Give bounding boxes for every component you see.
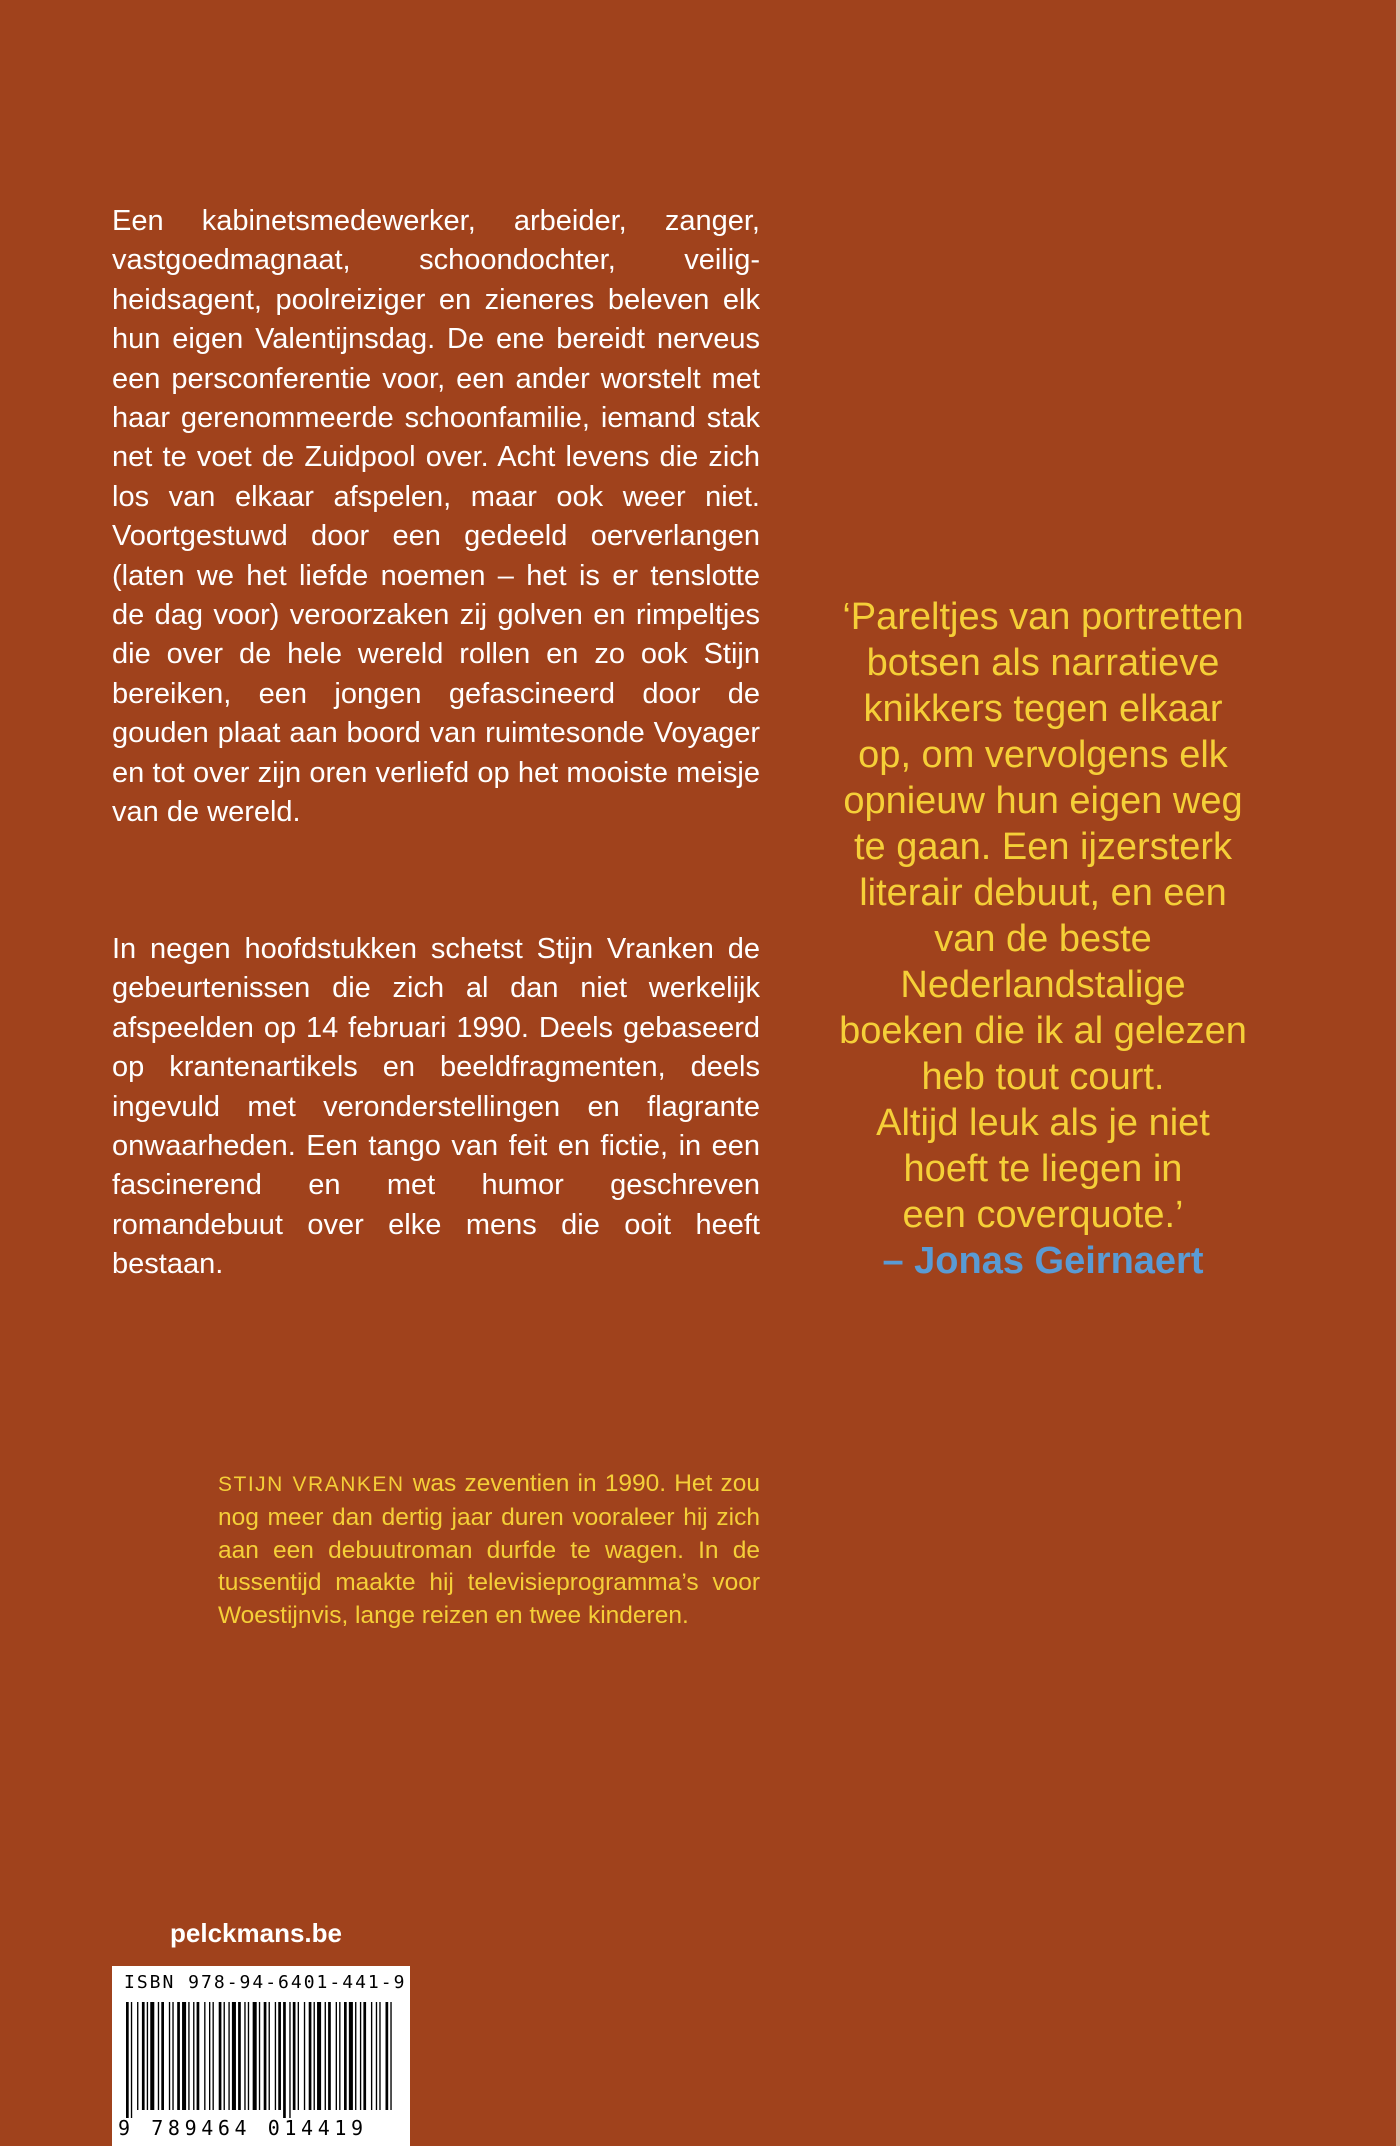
barcode-bar	[126, 2002, 129, 2118]
barcode-bar	[209, 2002, 210, 2110]
publisher-website: pelckmans.be	[170, 1918, 342, 1948]
barcode-bar	[182, 2002, 186, 2110]
barcode-bar	[248, 2002, 249, 2110]
quote-line: opnieuw hun eigen weg	[843, 780, 1243, 822]
author-bio	[218, 1468, 760, 1633]
isbn-barcode-box	[112, 1966, 410, 2146]
quote-line: hoeft te liegen in	[903, 1148, 1183, 1190]
barcode-icon	[126, 2002, 396, 2118]
barcode-bar	[177, 2002, 180, 2110]
barcode-bar	[253, 2002, 257, 2110]
barcode-bar	[259, 2002, 260, 2110]
blurb-paragraph-2: In negen hoofdstukken schetst Stijn Vranken de gebeurtenissen die zich al dan niet werkelijk afspeelden op 14 februari 1990. Deels gebaseerd op krantenartikels en beeldfragmenten, deels ingevuld met veronderstellingen en flagrante onwaarheden. Een tango van feit en fictie, in een fascinerend en met humor geschreven romandebuut over elke mens die ooit heeft bestaan.	[112, 933, 760, 1281]
author-bio-text: was zeventien in 1990. Het zou nog meer dan dertig jaar duren vooraleer hij zich aan een debuutroman durfde te wagen. In de tussentijd maakte hij televisieprogramma’s voor Woestijnvis, lange reizen en twee kinderen.	[218, 1470, 761, 1630]
author-name: STIJN VRANKEN	[218, 1473, 405, 1496]
barcode-bar	[283, 2002, 286, 2118]
isbn-label: ISBN 978-94-6401-441-9	[124, 1972, 407, 1993]
barcode-bar	[376, 2002, 377, 2110]
barcode-bar	[197, 2002, 200, 2110]
barcode-bar	[142, 2002, 145, 2110]
barcode-bar	[172, 2002, 173, 2110]
barcode-bar	[379, 2002, 380, 2110]
barcode-bar	[349, 2002, 353, 2110]
quote-line: ‘Pareltjes van portretten	[842, 596, 1244, 638]
barcode-bar	[131, 2002, 132, 2118]
barcode-bar	[137, 2002, 138, 2110]
barcode-bar	[188, 2002, 189, 2110]
barcode-bar	[309, 2002, 312, 2110]
quote-line: op, om vervolgens elk	[858, 734, 1228, 776]
barcode-bar	[289, 2002, 290, 2118]
blurb-paragraph-1: Een kabinetsmedewerker, arbeider, zanger, vastgoedmagnaat, schoondochter, veiligheidsagent, poolreiziger en zieneres beleven elk hun eigen Valentijnsdag. De ene bereidt nerveus een persconferentie voor, een ander worstelt met haar gerenommeerde schoonfamilie, iemand stak net te voet de Zuidpool over. Acht levens die zich los van elkaar afspelen, maar ook weer niet. Voortgestuwd door een gedeeld oerverlangen (laten we het liefde noemen – het is er tenslotte de dag voor) veroorzaken zij golven en rimpeltjes die over de hele wereld rollen en zo ook Stijn bereiken, een jongen gefascineerd door de gouden plaat aan boord van ruimtesonde Voyager en tot over zijn oren verliefd op het mooiste meisje van de wereld.	[112, 205, 760, 829]
barcode-bar	[298, 2002, 299, 2110]
quote-line: van de beste	[934, 918, 1152, 960]
quote-attribution: – Jonas Geirnaert	[882, 1240, 1204, 1282]
barcode-bar	[264, 2002, 267, 2110]
quote-line: knikkers tegen elkaar	[863, 688, 1223, 730]
barcode-bar	[293, 2002, 296, 2110]
barcode-bar	[161, 2002, 164, 2110]
barcode-bar	[386, 2002, 389, 2110]
barcode-digits: 9 789464 014419	[118, 2116, 368, 2140]
quote-line: een coverquote.’	[902, 1194, 1184, 1236]
barcode-bar	[158, 2002, 159, 2110]
quote-line: boeken die ik al gelezen	[839, 1010, 1247, 1052]
barcode-bar	[328, 2002, 331, 2110]
barcode-bar	[238, 2002, 241, 2110]
barcode-bar	[363, 2002, 366, 2110]
quote-line: te gaan. Een ijzersterk	[853, 826, 1233, 868]
review-quote	[808, 594, 1278, 1284]
barcode-bar	[339, 2002, 340, 2110]
cover-edge	[1396, 0, 1400, 2146]
barcode-bar	[390, 2002, 391, 2110]
barcode-bar	[244, 2002, 245, 2110]
quote-line: literair debuut, en een	[859, 872, 1227, 914]
barcode-bar	[213, 2002, 214, 2110]
barcode-bar	[278, 2002, 281, 2110]
barcode-bar	[232, 2002, 236, 2110]
barcode-bar	[371, 2002, 372, 2110]
barcode-bar	[269, 2002, 270, 2110]
barcode-bar	[147, 2002, 148, 2110]
barcode-bar	[150, 2002, 154, 2110]
barcode-bar	[219, 2002, 222, 2110]
barcode-bar	[314, 2002, 315, 2110]
barcode-bar	[193, 2002, 194, 2110]
barcode-bar	[317, 2002, 321, 2110]
barcode-bar	[275, 2002, 276, 2110]
quote-line: Altijd leuk als je niet	[876, 1102, 1210, 1144]
barcode-bar	[224, 2002, 225, 2110]
quote-line: botsen als narratieve	[866, 642, 1220, 684]
barcode-bar	[304, 2002, 305, 2110]
barcode-bar	[336, 2002, 337, 2110]
barcode-bar	[228, 2002, 229, 2110]
barcode-bar	[355, 2002, 356, 2110]
barcode-bar	[169, 2002, 170, 2110]
barcode-bar	[325, 2002, 326, 2110]
quote-line: heb tout court.	[921, 1056, 1165, 1098]
barcode-bar	[344, 2002, 347, 2110]
quote-line: Nederlandstalige	[900, 964, 1186, 1006]
barcode-bar	[360, 2002, 361, 2110]
barcode-bar	[204, 2002, 205, 2110]
